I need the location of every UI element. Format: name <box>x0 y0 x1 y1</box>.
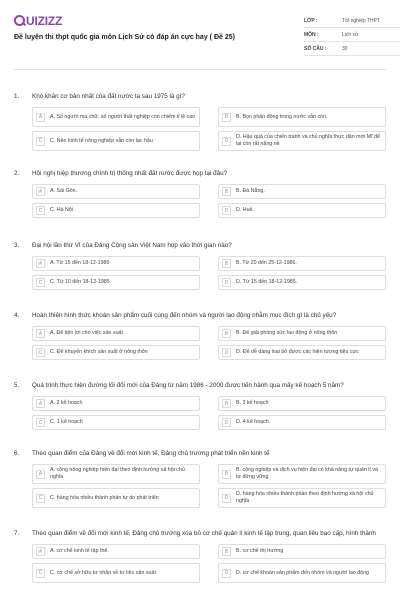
option-letter: C <box>36 206 45 215</box>
meta-value: Tốt nghiệp THPT <box>342 17 380 24</box>
option-text: B. 3 kế hoạch <box>236 400 269 406</box>
option-letter: B <box>222 113 231 122</box>
option-text: D. Từ 15 đến 18-12-1985. <box>236 279 298 285</box>
question-text: Hội nghị hiệp thương chính trị thống nhất đất nước được họp tại đâu? <box>32 170 228 177</box>
answer-option-a[interactable] <box>32 544 200 559</box>
option-text: C. 1 kế hoạch <box>50 419 83 425</box>
answer-option-d[interactable] <box>218 275 386 290</box>
option-letter: A <box>36 547 45 556</box>
answer-options <box>14 544 386 583</box>
option-letter: D <box>222 569 231 578</box>
answer-option-c[interactable] <box>32 563 200 583</box>
answer-option-d[interactable] <box>218 415 386 430</box>
option-text: D. 4 kế hoạch. <box>236 419 271 425</box>
answer-option-d[interactable] <box>218 563 386 583</box>
option-text: A. Từ 15 đến 18-12-1986 <box>50 260 110 266</box>
answer-option-a[interactable] <box>32 184 200 199</box>
option-text: A. Số người mù chữ, số người thất nghiệp còn chiếm tỉ lệ cao <box>50 113 196 120</box>
option-text: C. Để khuyến khích sản xuất ở nông thôn <box>50 349 148 355</box>
worksheet-header <box>14 14 386 70</box>
question-number: 2. <box>14 170 20 177</box>
option-text: D. Hậu quả của chiến tranh và chủ nghĩa thực dân mới Mĩ để lại còn rất nặng nề <box>236 134 380 147</box>
option-text: B. cơ chế thị trường <box>236 548 284 554</box>
question-text: Khó khăn cơ bản nhất của đất nước ta sau 1975 là gì? <box>32 93 185 100</box>
question <box>14 241 386 311</box>
answer-option-b[interactable] <box>218 184 386 199</box>
answer-option-d[interactable] <box>218 131 386 151</box>
question-text: Đại hội lần thứ VI của Đảng Cộng sản Việt Nam họp vào thời gian nào? <box>32 242 232 249</box>
question-text: Theo quan điểm của Đảng về đổi mới kinh tế, Đảng chủ trương phát triển nền kinh tế <box>32 450 270 457</box>
question-text: Theo quan điểm về đổi mới kinh tế, Đảng chủ trương xóa bỏ cơ chế quản lí kinh tế tập trung, quan liêu bao cấp, hình thành <box>32 530 376 537</box>
answer-option-b[interactable] <box>218 107 386 127</box>
answer-option-c[interactable] <box>32 131 200 151</box>
question <box>14 381 386 449</box>
answer-option-a[interactable] <box>32 107 200 127</box>
option-text: D. Để dễ dàng loại bỏ được các hiện tượng tiêu cực <box>236 349 359 355</box>
answer-option-b[interactable] <box>218 256 386 271</box>
option-letter: B <box>222 329 231 338</box>
option-text: B. Đà Nẵng. <box>236 188 265 194</box>
option-text: B. công nghiệp và dịch vụ hiện đại có khả năng tự quản lí và tự đứng vững <box>236 467 378 480</box>
option-text: A. công nông nghiệp hiện đại theo định hướng xã hội chủ nghĩa <box>50 467 185 480</box>
answer-option-b[interactable] <box>218 544 386 559</box>
question-number: 5. <box>14 382 20 389</box>
option-text: A. cơ chế kinh tế tập thể. <box>50 548 109 554</box>
answer-option-c[interactable] <box>32 275 200 290</box>
question <box>14 311 386 381</box>
option-letter: D <box>222 278 231 287</box>
option-letter: C <box>36 569 45 578</box>
question <box>14 169 386 241</box>
meta-row-subject <box>304 28 400 42</box>
option-letter: C <box>36 494 45 503</box>
question <box>14 92 386 169</box>
option-letter: B <box>222 547 231 556</box>
question <box>14 529 386 600</box>
option-text: C. Từ 10 đến 18-12-1985 <box>50 279 110 285</box>
question <box>14 449 386 529</box>
answer-options <box>14 396 386 430</box>
question-text: Quá trình thực hiện đường lối đổi mới của Đảng từ năm 1986 - 2000 được tiến hành qua mấy kế hoạch 5 năm? <box>32 382 344 389</box>
answer-options <box>14 184 386 218</box>
option-letter: A <box>36 113 45 122</box>
option-text: D. hàng hóa nhiều thành phần theo định hướng xã hội chủ nghĩa <box>236 491 374 504</box>
answer-options <box>14 107 386 151</box>
option-letter: D <box>222 137 231 146</box>
question-text: Hoàn thiện hình thức khoán sản phẩm cuối cùng đến nhóm và người lao động nhằm mục đích gì là chủ yếu? <box>32 312 337 319</box>
meta-row-count <box>304 42 400 56</box>
answer-option-b[interactable] <box>218 326 386 341</box>
answer-option-d[interactable] <box>218 488 386 508</box>
option-letter: D <box>222 418 231 427</box>
option-letter: B <box>222 259 231 268</box>
answer-option-a[interactable] <box>32 464 200 484</box>
option-letter: B <box>222 187 231 196</box>
answer-option-a[interactable] <box>32 326 200 341</box>
quizizz-logo: UIZIZZ <box>14 14 62 28</box>
option-text: C. cơ chế sở hữu tư nhân về tư liệu sản xuất <box>50 569 156 576</box>
option-letter: D <box>222 348 231 357</box>
answer-options <box>14 326 386 360</box>
option-letter: A <box>36 470 45 479</box>
option-text: D. cơ chế khoán sản phẩm đến nhóm và người lao động <box>236 569 369 576</box>
meta-label: MÔN : <box>304 31 319 38</box>
answer-option-d[interactable] <box>218 203 386 218</box>
option-text: C. Nền kinh tế nông nghiệp vẫn còn lạc hậu <box>50 137 153 144</box>
option-text: B. Từ 20 đến 25-12-1986. <box>236 260 297 266</box>
option-text: A. 2 kế hoạch <box>50 400 83 406</box>
option-text: C. Hà Nội <box>50 207 73 213</box>
answer-option-a[interactable] <box>32 256 200 271</box>
option-letter: D <box>222 494 231 503</box>
meta-value: Lịch sử <box>342 31 359 38</box>
answer-options <box>14 464 386 508</box>
meta-row-class <box>304 14 400 28</box>
answer-option-c[interactable] <box>32 415 200 430</box>
answer-option-d[interactable] <box>218 345 386 360</box>
answer-option-b[interactable] <box>218 464 386 484</box>
option-text: B. Để giải phóng sức lao động ở nông thôn <box>236 330 338 336</box>
answer-option-b[interactable] <box>218 396 386 411</box>
question-list <box>14 92 386 600</box>
option-text: C. hàng hóa nhiều thành phần tự do phát triển <box>50 494 159 501</box>
answer-option-c[interactable] <box>32 203 200 218</box>
answer-option-c[interactable] <box>32 345 200 360</box>
option-letter: D <box>222 206 231 215</box>
option-text: A. Để tiện lợi cho việc sản xuất <box>50 330 123 336</box>
option-letter: C <box>36 278 45 287</box>
document-title: Đề luyện thi thpt quốc gia môn Lịch Sử có đáp án cực hay ( Đề 25) <box>14 34 235 41</box>
answer-options <box>14 256 386 290</box>
option-letter: A <box>36 259 45 268</box>
option-letter: A <box>36 187 45 196</box>
option-text: D. Huế. <box>236 207 254 213</box>
q-logo-icon <box>14 15 25 26</box>
option-letter: B <box>222 399 231 408</box>
meta-table <box>304 14 400 56</box>
option-letter: C <box>36 418 45 427</box>
question-number: 1. <box>14 93 20 100</box>
meta-label: SỐ CÂU : <box>304 45 327 52</box>
option-text: A. Sài Gòn. <box>50 188 78 194</box>
option-letter: C <box>36 348 45 357</box>
question-number: 7. <box>14 530 20 537</box>
answer-option-a[interactable] <box>32 396 200 411</box>
meta-value: 30 <box>342 45 348 52</box>
option-text: B. Bọn phản động trong nước vẫn còn. <box>236 113 328 120</box>
option-letter: A <box>36 329 45 338</box>
answer-option-c[interactable] <box>32 488 200 508</box>
option-letter: C <box>36 137 45 146</box>
meta-label: LỚP : <box>304 17 318 24</box>
question-number: 6. <box>14 450 20 457</box>
option-letter: B <box>222 470 231 479</box>
question-number: 3. <box>14 242 20 249</box>
question-number: 4. <box>14 312 20 319</box>
option-letter: A <box>36 399 45 408</box>
